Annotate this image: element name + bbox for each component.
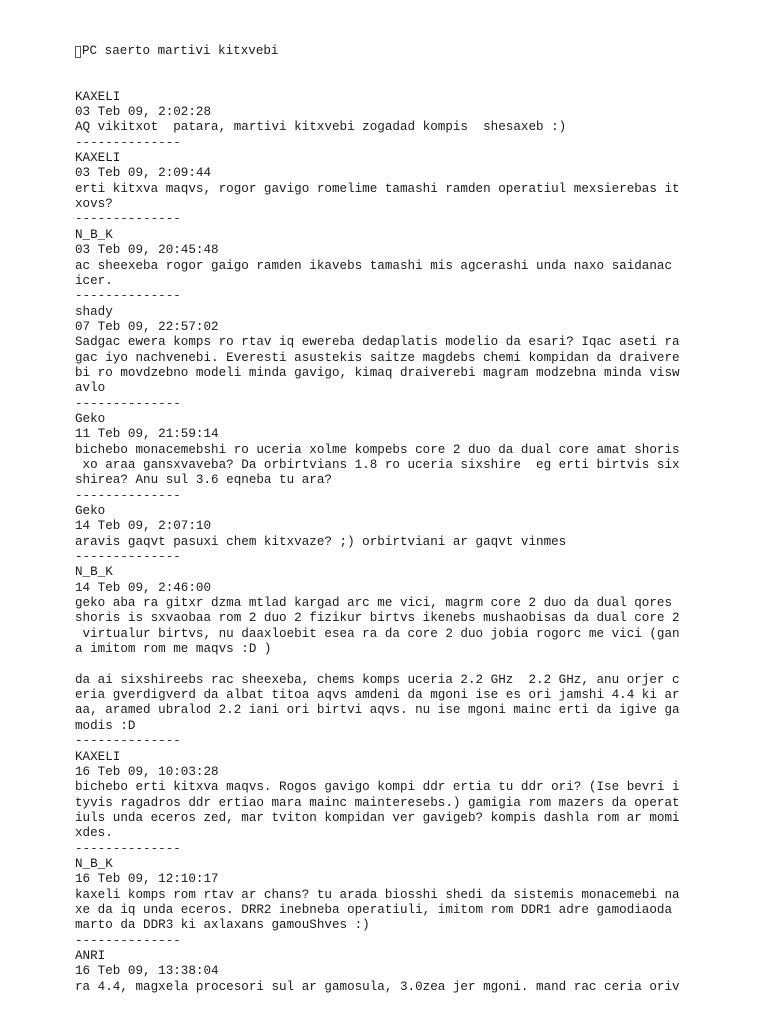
post-body-line: ac sheexeba rogor gaigo ramden ikavebs tamashi mis agcerashi unda naxo saidanac: [75, 258, 673, 273]
post-timestamp: 07 Teb 09, 22:57:02: [75, 319, 219, 334]
post-item: [75, 289, 695, 396]
post-timestamp: 16 Teb 09, 13:38:04: [75, 964, 219, 979]
post-body-line: modis :D: [75, 718, 136, 733]
post-author: shady: [75, 304, 113, 319]
post-body-line: bichebo monacemebshi ro uceria xolme kompebs core 2 duo da dual core amat shoris: [75, 442, 680, 457]
document-page: [75, 13, 695, 1010]
post-body-line: a imitom rom me maqvs :D ): [75, 642, 272, 657]
post-body-line: Sadgac ewera komps ro rtav iq ewereba dedaplatis modelio da esari? Iqac aseti ra: [75, 335, 680, 350]
post-body-line: xe da iq unda eceros. DRR2 inebneba operatiuli, imitom rom DDR1 adre gamodiaoda: [75, 902, 673, 917]
post-author: KAXELI: [75, 89, 121, 104]
post-body-line: AQ vikitxot patara, martivi kitxvebi zogadad kompis shesaxeb :): [75, 120, 567, 135]
post-body-line: shoris is sxvaobaa rom 2 duo 2 fizikur birtvs ikenebs mushaobisas da dual core 2: [75, 611, 680, 626]
post-separator: --------------: [75, 289, 181, 304]
post-body-line: iuls unda eceros zed, mar tviton kompidan ver gavigeb? kompis dashla rom ar momi: [75, 810, 680, 825]
post-timestamp: 14 Teb 09, 2:07:10: [75, 519, 212, 534]
post-body-line: eria gverdigverd da albat titoa aqvs amdeni da mgoni ise es ori jamshi 4.4 ki ar: [75, 688, 680, 703]
post-timestamp: 11 Teb 09, 21:59:14: [75, 427, 219, 442]
post-separator: --------------: [75, 396, 181, 411]
post-body-line: bi ro movdzebno modeli minda gavigo, kimaq draiverebi magram modzebna minda visw: [75, 365, 680, 380]
post-item: [75, 397, 695, 489]
post-body-line: aa, aramed ubralod 2.2 iani ori birtvi aqvs. nu ise mgoni mainc erti da igive ga: [75, 703, 680, 718]
document-title: PC saerto martivi kitxvebi: [82, 43, 279, 58]
post-body-line: xo araa gansxvaveba? Da orbirtvians 1.8 ro uceria sixshire eg erti birtvis six: [75, 457, 680, 472]
post-body-line: [75, 657, 695, 672]
post-item: [75, 934, 695, 995]
post-timestamp: 16 Teb 09, 12:10:17: [75, 872, 219, 887]
post-body-line: bichebo erti kitxva maqvs. Rogos gavigo kompi ddr ertia tu ddr ori? (Ise bevri i: [75, 780, 680, 795]
post-separator: --------------: [75, 135, 181, 150]
post-body-line: icer.: [75, 273, 113, 288]
post-timestamp: 03 Teb 09, 20:45:48: [75, 243, 219, 258]
post-item: [75, 212, 695, 289]
post-author: KAXELI: [75, 749, 121, 764]
post-list: [75, 90, 695, 995]
post-body-line: shirea? Anu sul 3.6 eqneba tu ara?: [75, 473, 332, 488]
post-body-line: da ai sixshireebs rac sheexeba, chems komps uceria 2.2 GHz 2.2 GHz, anu orjer c: [75, 672, 680, 687]
post-separator: --------------: [75, 488, 181, 503]
post-body-line: xovs?: [75, 197, 113, 212]
post-author: Geko: [75, 504, 106, 518]
post-separator: --------------: [75, 841, 181, 856]
post-body-line: xdes.: [75, 826, 113, 841]
post-author: ANRI: [75, 948, 106, 963]
post-timestamp: 16 Teb 09, 10:03:28: [75, 764, 219, 779]
post-author: KAXELI: [75, 151, 121, 166]
post-item: [75, 734, 695, 841]
post-item: [75, 136, 695, 213]
post-timestamp: 03 Teb 09, 2:09:44: [75, 166, 212, 181]
post-author: N_B_K: [75, 227, 113, 242]
post-body-line: virtualur birtvs, nu daaxloebit esea ra da core 2 duo jobia rogorc me vici (gan: [75, 626, 680, 641]
post-body-line: avlo: [75, 381, 106, 396]
post-timestamp: 03 Teb 09, 2:02:28: [75, 105, 212, 120]
missing-glyph-icon: [75, 46, 81, 58]
post-timestamp: 14 Teb 09, 2:46:00: [75, 580, 212, 595]
post-author: N_B_K: [75, 856, 113, 871]
post-separator: --------------: [75, 550, 181, 565]
post-separator: --------------: [75, 734, 181, 749]
post-body-line: geko aba ra gitxr dzma mtlad kargad arc me vici, magrm core 2 duo da dual qores: [75, 596, 673, 611]
post-body-line: gac iyo nachvenebi. Everesti asustekis saitze magdebs chemi kompidan da draivere: [75, 350, 680, 365]
post-item: [75, 842, 695, 934]
post-author: Geko: [75, 411, 106, 426]
post-item: [75, 90, 695, 136]
post-item: [75, 489, 695, 550]
post-body-line: aravis gaqvt pasuxi chem kitxvaze? ;) orbirtviani ar gaqvt vinmes: [75, 534, 567, 549]
document-title-row: [75, 44, 695, 59]
post-author: N_B_K: [75, 565, 113, 580]
post-body-line: kaxeli komps rom rtav ar chans? tu arada biosshi shedi da sistemis monacemebi na: [75, 887, 680, 902]
post-body-line: ra 4.4, magxela procesori sul ar gamosula, 3.0zea jer mgoni. mand rac ceria oriv: [75, 979, 680, 994]
post-separator: --------------: [75, 933, 181, 948]
post-separator: --------------: [75, 212, 181, 227]
post-body-line: erti kitxva maqvs, rogor gavigo romelime tamashi ramden operatiul mexsierebas it: [75, 181, 680, 196]
post-body-line: tyvis ragadros ddr ertiao mara mainc mainteresebs.) gamigia rom mazers da operat: [75, 795, 680, 810]
post-item: [75, 550, 695, 734]
post-body-line: marto da DDR3 ki axlaxans gamouShves :): [75, 918, 370, 933]
